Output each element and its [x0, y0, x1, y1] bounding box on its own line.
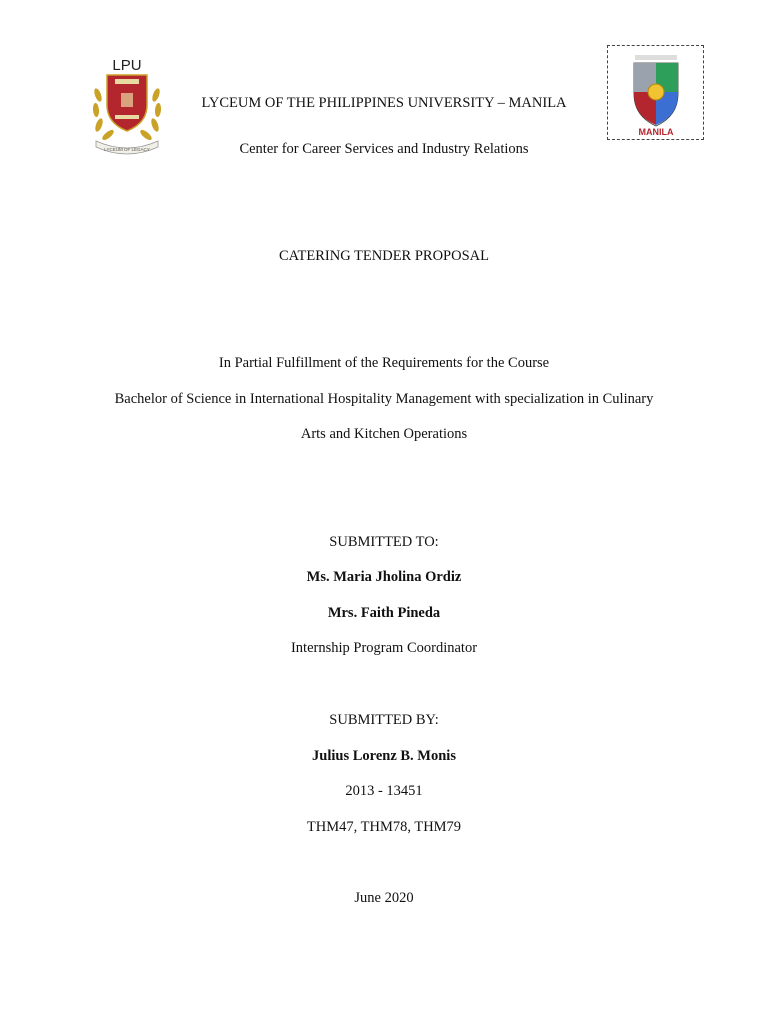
- lpu-logo-banner: LYCEUM OF LEGACY: [104, 147, 150, 152]
- sections: THM47, THM78, THM79: [306, 819, 462, 835]
- recipient-name-1: Ms. Maria Jholina Ordiz: [306, 569, 462, 585]
- manila-logo-text: MANILA: [638, 127, 674, 137]
- submitted-to-label: SUBMITTED TO:: [329, 534, 439, 550]
- document-title: CATERING TENDER PROPOSAL: [278, 248, 489, 264]
- submission-date: June 2020: [354, 890, 414, 906]
- fulfillment-line-1: In Partial Fulfillment of the Requirements for the Course: [218, 355, 550, 371]
- submitted-by-label: SUBMITTED BY:: [329, 712, 439, 728]
- student-id: 2013 - 13451: [345, 783, 423, 799]
- recipient-name-2: Mrs. Faith Pineda: [327, 605, 441, 621]
- university-name: LYCEUM OF THE PHILIPPINES UNIVERSITY – MANILA: [201, 95, 567, 111]
- center-name: Center for Career Services and Industry Relations: [239, 141, 529, 157]
- recipient-role: Internship Program Coordinator: [290, 640, 478, 656]
- fulfillment-line-3: Arts and Kitchen Operations: [300, 426, 468, 442]
- manila-shield-logo: [607, 45, 704, 140]
- author-name: Julius Lorenz B. Monis: [312, 748, 456, 764]
- fulfillment-line-2: Bachelor of Science in International Hospitality Management with specialization in Culinary: [114, 391, 654, 407]
- lpu-logo-text: LPU: [112, 57, 142, 74]
